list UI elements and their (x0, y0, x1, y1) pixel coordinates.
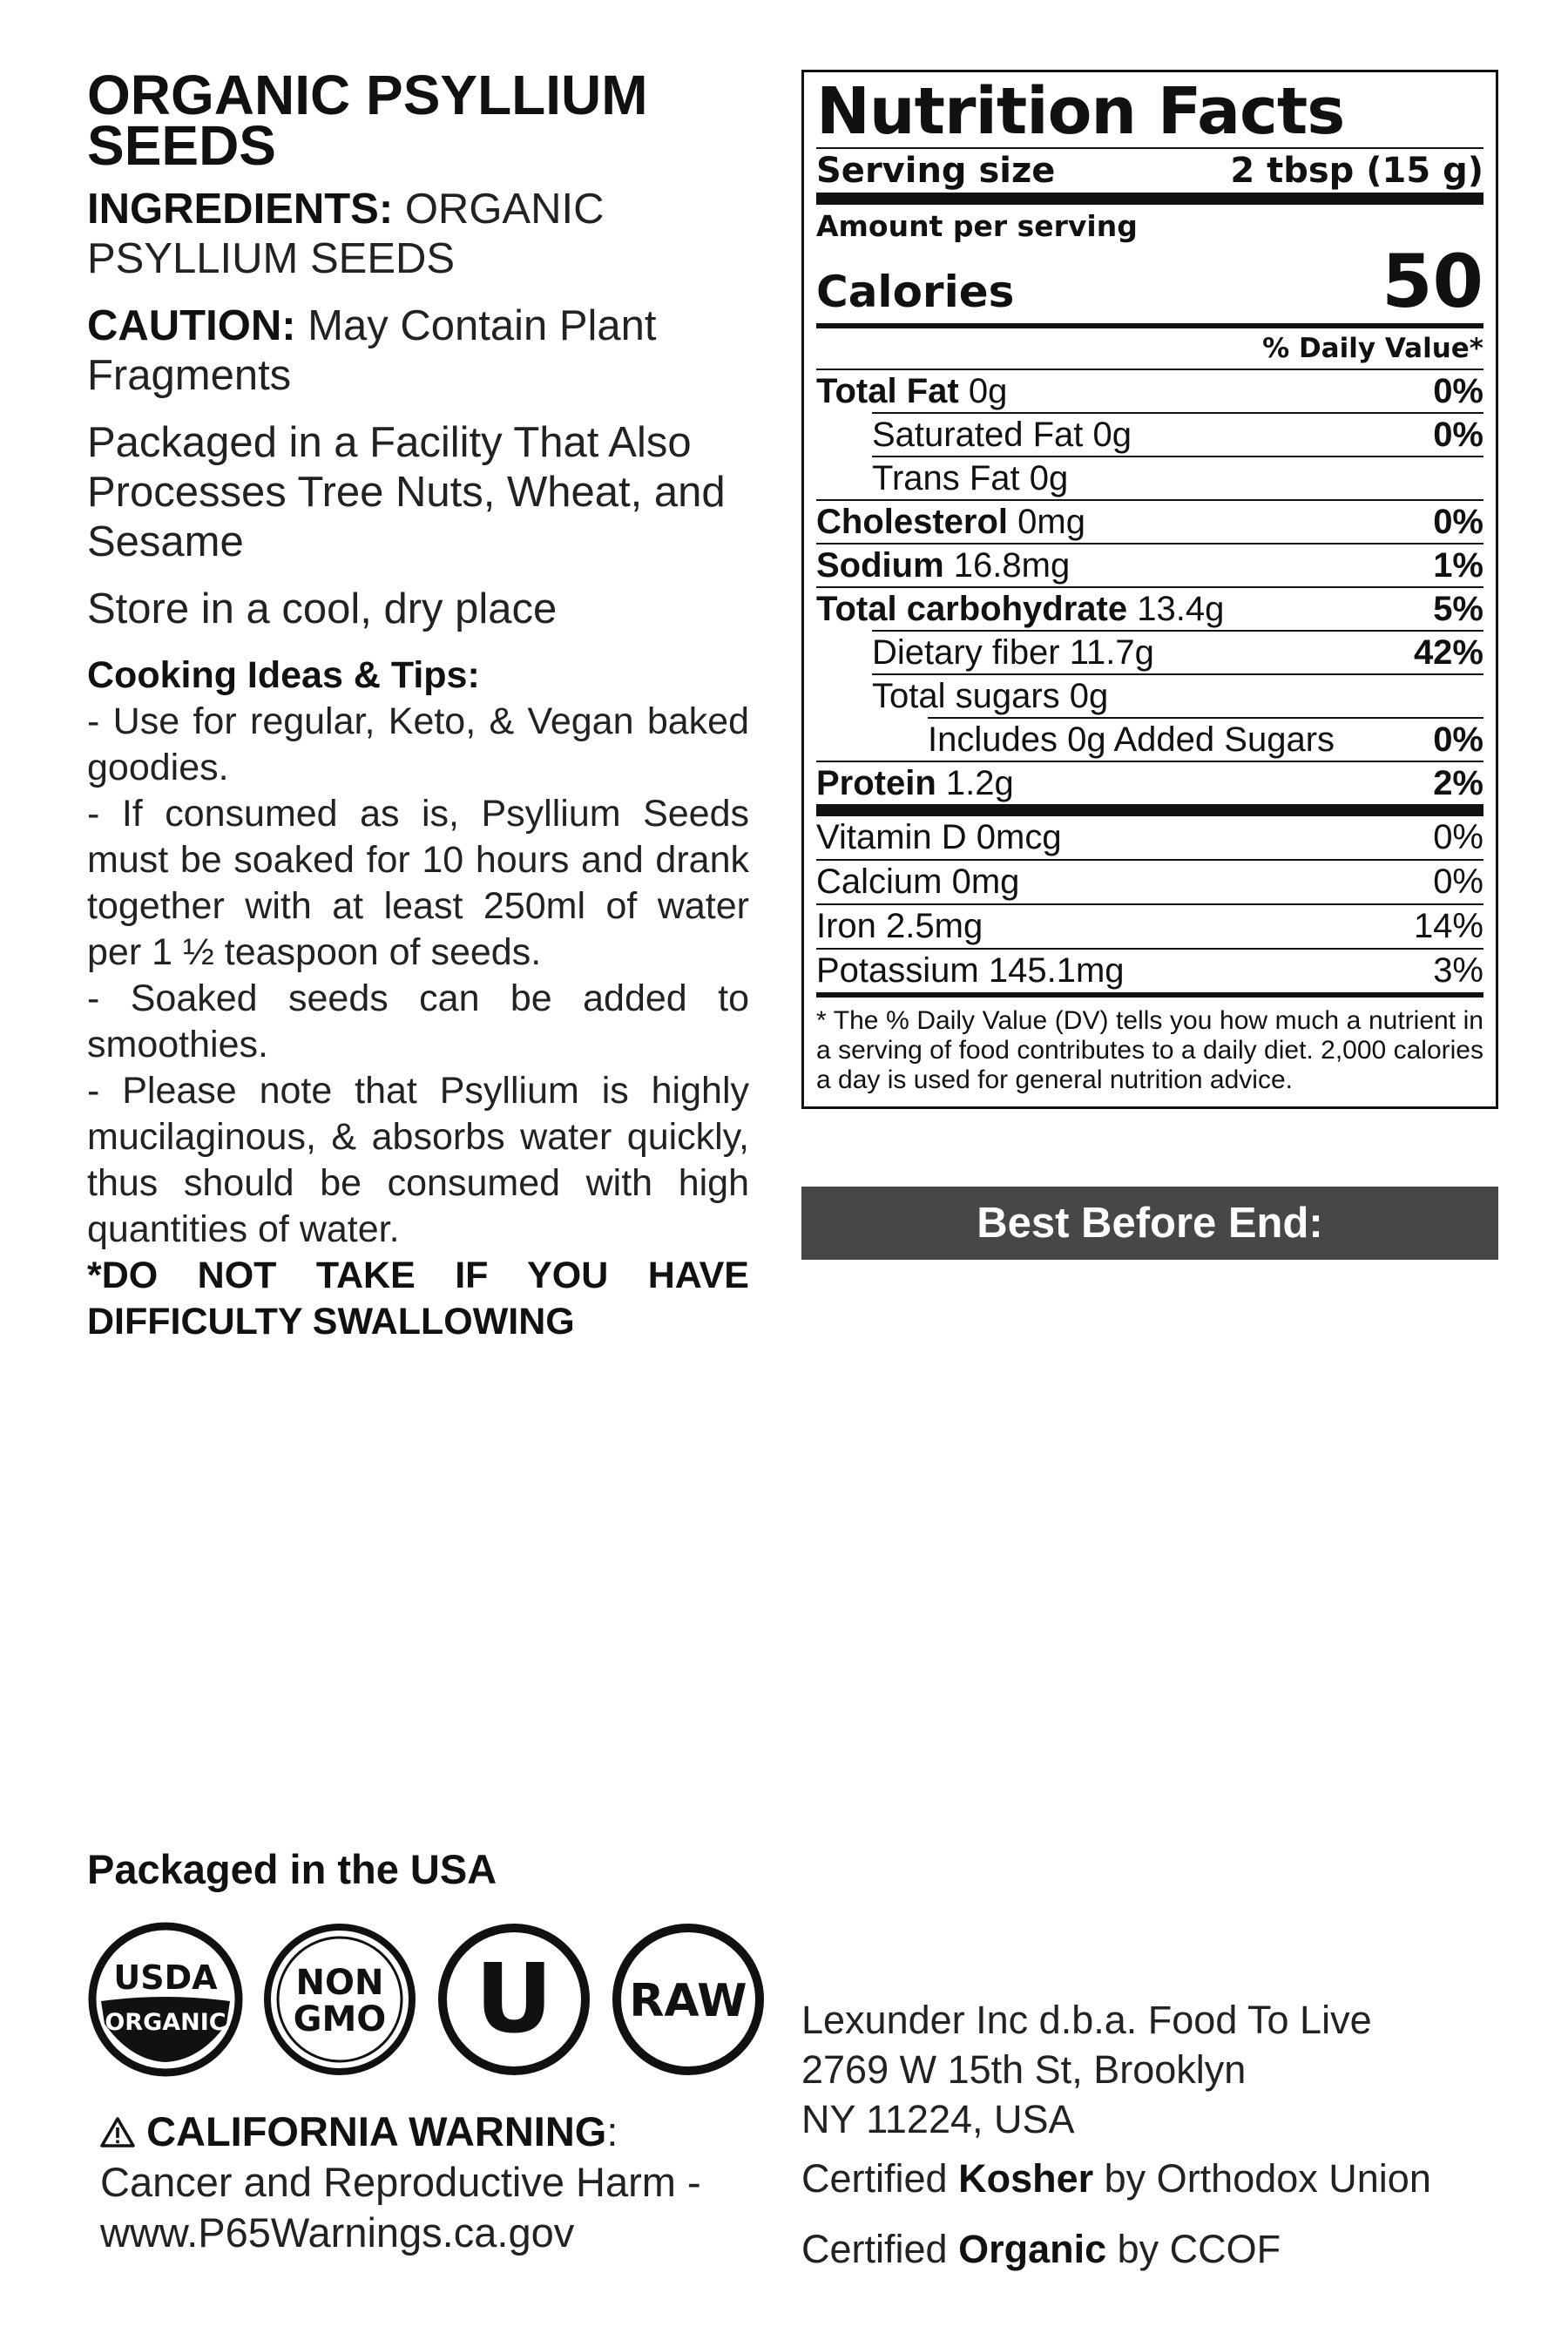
svg-text:NON: NON (295, 1963, 384, 2003)
product-title: ORGANIC PSYLLIUM SEEDS (87, 64, 648, 177)
facility-statement: Packaged in a Facility That Also Processes Tree Nuts, Wheat, and Sesame (87, 419, 726, 565)
non-gmo-logo (261, 1921, 418, 2078)
tip-item: - Soaked seeds can be added to smoothies. (87, 977, 749, 1065)
vitamin-row: Iron 2.5mg 14% (816, 903, 1484, 948)
tip-item: - Use for regular, Keto, & Vegan baked goodies. (87, 700, 749, 788)
serving-size-row: Serving size 2 tbsp (15 g) (816, 151, 1484, 191)
vitamin-row: Vitamin D 0mcg 0% (816, 818, 1484, 856)
warning-triangle-icon (100, 2116, 135, 2147)
usda-organic-logo (87, 1921, 244, 2078)
svg-text:GMO: GMO (293, 1999, 387, 2039)
svg-text:U: U (475, 1943, 553, 2054)
nutrient-row: Protein 1.2g 2% (816, 761, 1484, 804)
svg-text:USDA: USDA (113, 1958, 218, 1997)
organic-certification: Certified Organic by CCOF (801, 2227, 1281, 2271)
svg-text:RAW: RAW (629, 1975, 747, 2027)
origin-statement: Packaged in the USA (87, 1846, 497, 1892)
ou-kosher-logo (436, 1921, 592, 2078)
nutrient-row: Total sugars 0g (872, 673, 1484, 717)
tips-heading: Cooking Ideas & Tips: (87, 654, 480, 696)
ingredients: INGREDIENTS: ORGANIC PSYLLIUM SEEDS (87, 186, 605, 282)
nutrient-row: Trans Fat 0g (872, 456, 1484, 499)
raw-logo (610, 1921, 767, 2078)
kosher-certification: Certified Kosher by Orthodox Union (801, 2156, 1431, 2201)
nutrition-facts-panel (801, 70, 1498, 1109)
amount-per-serving: Amount per serving (816, 209, 1138, 243)
storage-instructions: Store in a cool, dry place (87, 585, 558, 632)
product-info (87, 64, 749, 1345)
tip-item: - Please note that Psyllium is highly mucilaginous, & absorbs water quickly, thus should be consumed with high quantities of water. (87, 1070, 749, 1250)
nutrient-row: Saturated Fat 0g 0% (872, 412, 1484, 456)
nutrient-row: Includes 0g Added Sugars 0% (928, 717, 1484, 761)
nutrition-title: Nutrition Facts (816, 74, 1345, 149)
svg-text:ORGANIC: ORGANIC (105, 2009, 226, 2036)
company-address: Lexunder Inc d.b.a. Food To Live 2769 W 15th St, Brooklyn NY 11224, USA (801, 1998, 1372, 2141)
nutrient-row: Sodium 16.8mg 1% (816, 543, 1484, 586)
calories-row: Calories 50 (816, 239, 1484, 324)
daily-value-header: % Daily Value* (1262, 333, 1484, 364)
caution: CAUTION: May Contain Plant Fragments (87, 302, 657, 399)
swallowing-warning: *DO NOT TAKE IF YOU HAVE DIFFICULTY SWALLOWING (87, 1255, 749, 1343)
nutrient-row: Cholesterol 0mg 0% (816, 499, 1484, 543)
best-before-banner: Best Before End: (801, 1187, 1498, 1260)
nutrient-row: Total carbohydrate 13.4g 5% (816, 586, 1484, 630)
vitamin-row: Potassium 145.1mg 3% (816, 948, 1484, 992)
nutrient-row: Total Fat 0g 0% (816, 369, 1484, 412)
nutrient-row: Dietary fiber 11.7g 42% (872, 630, 1484, 673)
daily-value-footnote: * The % Daily Value (DV) tells you how much a nutrient in a serving of food contributes to a daily diet. 2,000 calories a day is used for general nutrition advice. (816, 1006, 1484, 1094)
tip-item: - If consumed as is, Psyllium Seeds must be soaked for 10 hours and drank together with at least 250ml of water per 1 ½ teaspoon of seeds. (87, 793, 749, 973)
vitamin-row: Calcium 0mg 0% (816, 859, 1484, 903)
california-warning: CALIFORNIA WARNING: Cancer and Reproductive Harm - www.P65Warnings.ca.gov (100, 2108, 701, 2256)
